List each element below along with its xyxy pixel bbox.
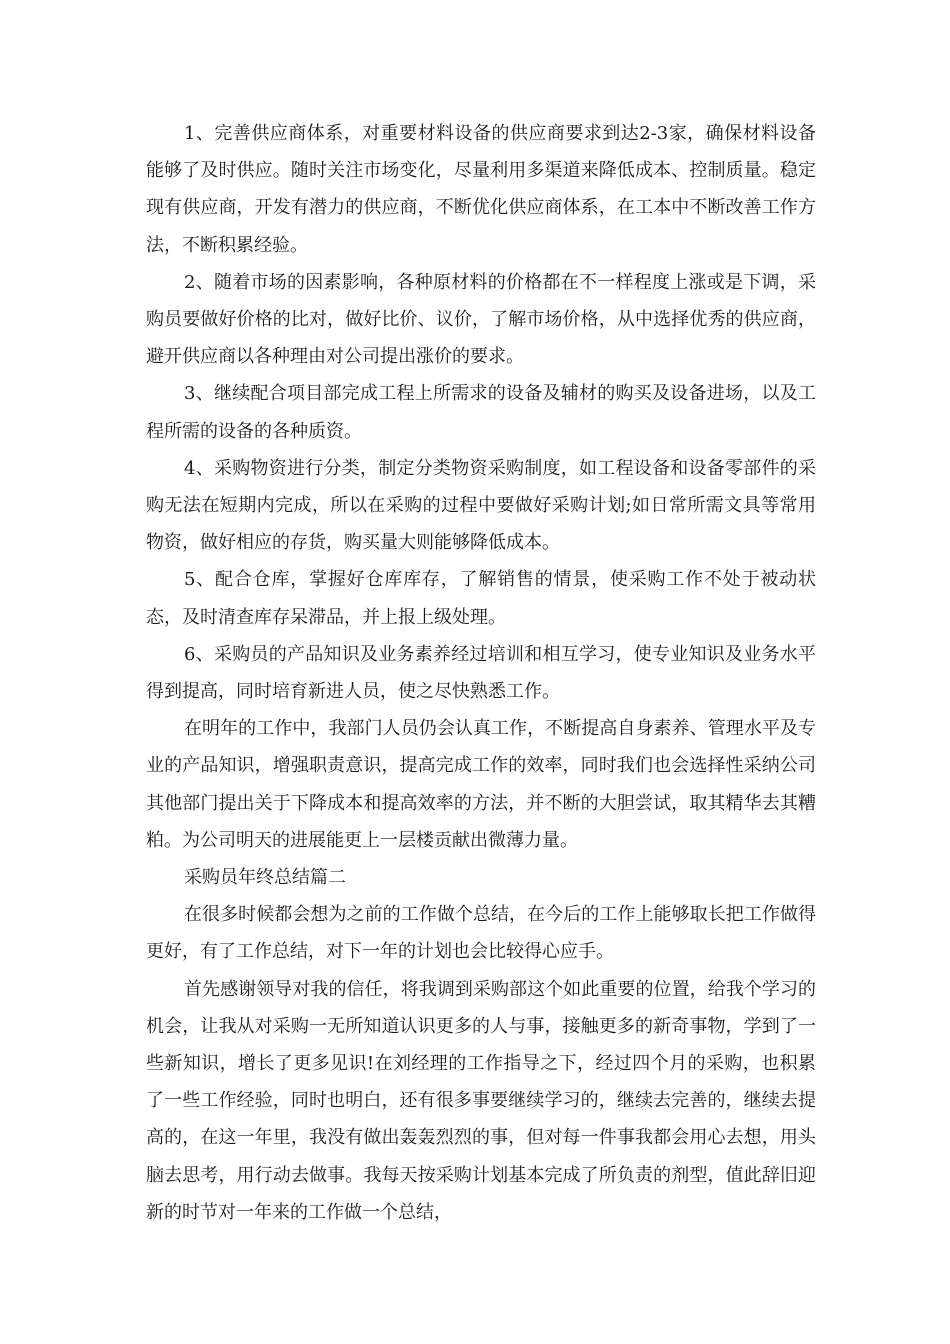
paragraph-thanks: 首先感谢领导对我的信任，将我调到采购部这个如此重要的位置，给我个学习的机会，让我从对采购一无所知道认识更多的人与事，接触更多的新奇事物，学到了一些新知识，增长了更多见识!在刘经理的工作指导之下，经过四个月的采购，也积累了一些工作经验，同时也明白，还有很多事要继续学习的，继续去完善的，继续去提高的，在这一年里，我没有做出轰轰烈烈的事，但对每一件事我都会用心去想，用头脑去思考，用行动去做事。我每天按采购计划基本完成了所负责的剂型，值此辞旧迎新的时节对一年来的工作做一个总结， — [146, 978, 816, 1223]
paragraph-project-support: 3、继续配合项目部完成工程上所需求的设备及辅材的购买及设备进场，以及工程所需的设备的各种质资。 — [146, 383, 816, 442]
paragraph-price-comparison: 2、随着市场的因素影响，各种原材料的价格都在不一样程度上涨或是下调，采购员要做好价格的比对，做好比价、议价，了解市场价格，从中选择优秀的供应商，避开供应商以各种理由对公司提出涨价的要求。 — [146, 271, 816, 368]
paragraph-warehouse: 5、配合仓库，掌握好仓库库存，了解销售的情景，使采购工作不处于被动状态，及时清查库存呆滞品，并上报上级处理。 — [146, 569, 816, 628]
paragraph-training: 6、采购员的产品知识及业务素养经过培训和相互学习，使专业知识及业务水平得到提高，同时培育新进人员，使之尽快熟悉工作。 — [146, 643, 816, 703]
paragraph-next-year-plan: 在明年的工作中，我部门人员仍会认真工作，不断提高自身素养、管理水平及专业的产品知识，增强职责意识，提高完成工作的效率，同时我们也会选择性采纳公司其他部门提出关于下降成本和提高效率的方法，并不断的大胆尝试，取其精华去其糟粕。为公司明天的进展能更上一层楼贡献出微薄力量。 — [146, 718, 816, 851]
section-heading: 采购员年终总结篇二 — [184, 867, 346, 889]
paragraph-supplier-system: 1、完善供应商体系，对重要材料设备的供应商要求到达2-3家，确保材料设备能够了及时供应。随时关注市场变化，尽量利用多渠道来降低成本、控制质量。稳定现有供应商，开发有潜力的供应商，不断优化供应商体系，在工本中不断改善工作方法，不断积累经验。 — [146, 123, 816, 256]
paragraph-material-classification: 4、采购物资进行分类，制定分类物资采购制度，如工程设备和设备零部件的采购无法在短期内完成，所以在采购的过程中要做好采购计划;如日常所需文具等常用物资，做好相应的存货，购买量大则能够降低成本。 — [146, 457, 816, 554]
document-body — [146, 115, 816, 1231]
paragraph-summary-intro: 在很多时候都会想为之前的工作做个总结，在今后的工作上能够取长把工作做得更好，有了工作总结，对下一年的计划也会比较得心应手。 — [146, 904, 816, 963]
